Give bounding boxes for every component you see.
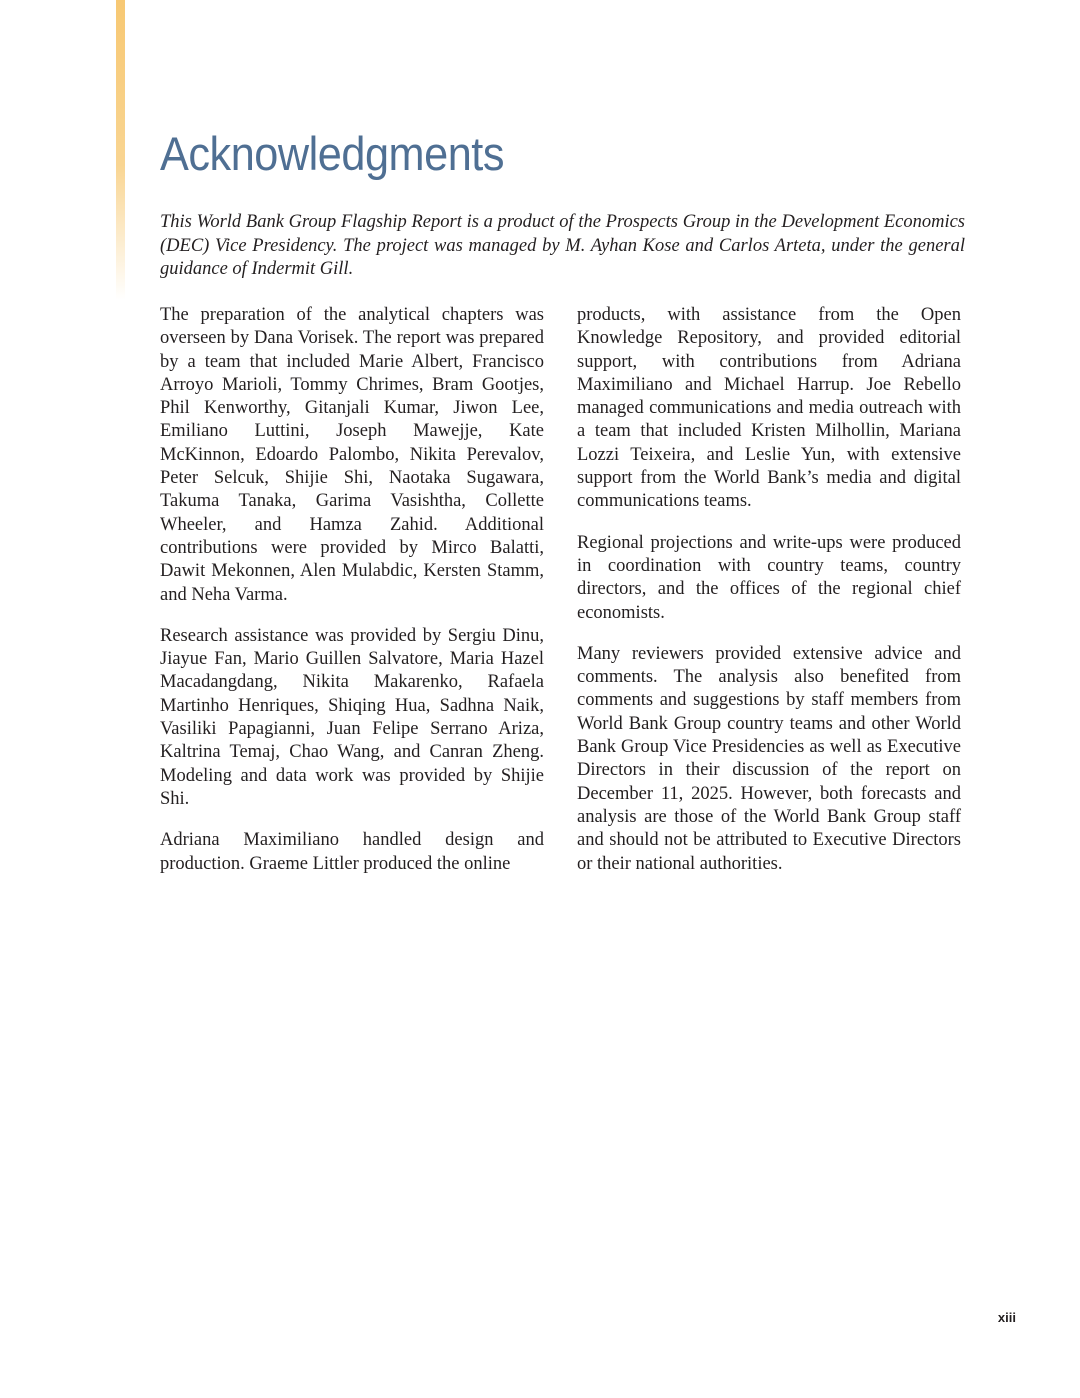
page-number: xiii <box>997 1310 1016 1325</box>
paragraph-online-products: products, with assistance from the Open Knowledge Repository, and provided editorial support, with contributions from Adriana Maximiliano and Michael Harrup. Joe Rebello managed communications and media outreach with a team that included Kristen Milhollin, Mariana Lozzi Teixeira, and Leslie Yun, with extensive support from the World Bank’s media and digital communications teams. <box>577 305 961 512</box>
paragraph-research-assistance: Research assistance was provided by Sergiu Dinu, Jiayue Fan, Mario Guillen Salvatore, Maria Hazel Macadangdang, Nikita Makarenko, Rafaela Martinho Henriques, Shiqing Hua, Sadhna Naik, Vasiliki Papagianni, Juan Felipe Serrano Ariza, Kaltrina Temaj, Chao Wang, and Canran Zheng. Modeling and data work was provided by Shijie Shi. <box>160 625 544 809</box>
page-title: Acknowledgments <box>160 127 505 180</box>
paragraph-regional-projections: Regional projections and write-ups were produced in coordination with country teams, country directors, and the offices of the regional chief economists. <box>577 532 961 623</box>
intro-paragraph: This World Bank Group Flagship Report is a product of the Prospects Group in the Development Economics (DEC) Vice Presidency. The project was managed by M. Ayhan Kose and Carlos Arteta, under the general guidance of Indermit Gill. <box>160 212 965 279</box>
right-column <box>577 304 961 894</box>
accent-bar <box>116 0 125 300</box>
paragraph-analytical-chapters: The preparation of the analytical chapters was overseen by Dana Vorisek. The report was prepared by a team that included Marie Albert, Francisco Arroyo Marioli, Tommy Chrimes, Bram Gootjes, Phil Kenworthy, Gitanjali Kumar, Jiwon Lee, Emiliano Luttini, Joseph Mawejje, Kate McKinnon, Edoardo Palombo, Nikita Perevalov, Peter Selcuk, Shijie Shi, Naotaka Sugawara, Takuma Tanaka, Garima Vasishtha, Collette Wheeler, and Hamza Zahid. Additional contributions were provided by Mirco Balatti, Dawit Mekonnen, Alen Mulabdic, Kersten Stamm, and Neha Varma. <box>160 305 544 605</box>
paragraph-reviewers: Many reviewers provided extensive advice and comments. The analysis also benefited from comments and suggestions by staff members from World Bank Group country teams and other World Bank Group Vice Presidencies as well as Executive Directors in their discussion of the report on December 11, 2025. However, both forecasts and analysis are those of the World Bank Group staff and should not be attributed to Executive Directors or their national authorities. <box>577 643 961 874</box>
left-column <box>160 304 544 894</box>
paragraph-design-production: Adriana Maximiliano handled design and production. Graeme Littler produced the online <box>160 830 544 874</box>
